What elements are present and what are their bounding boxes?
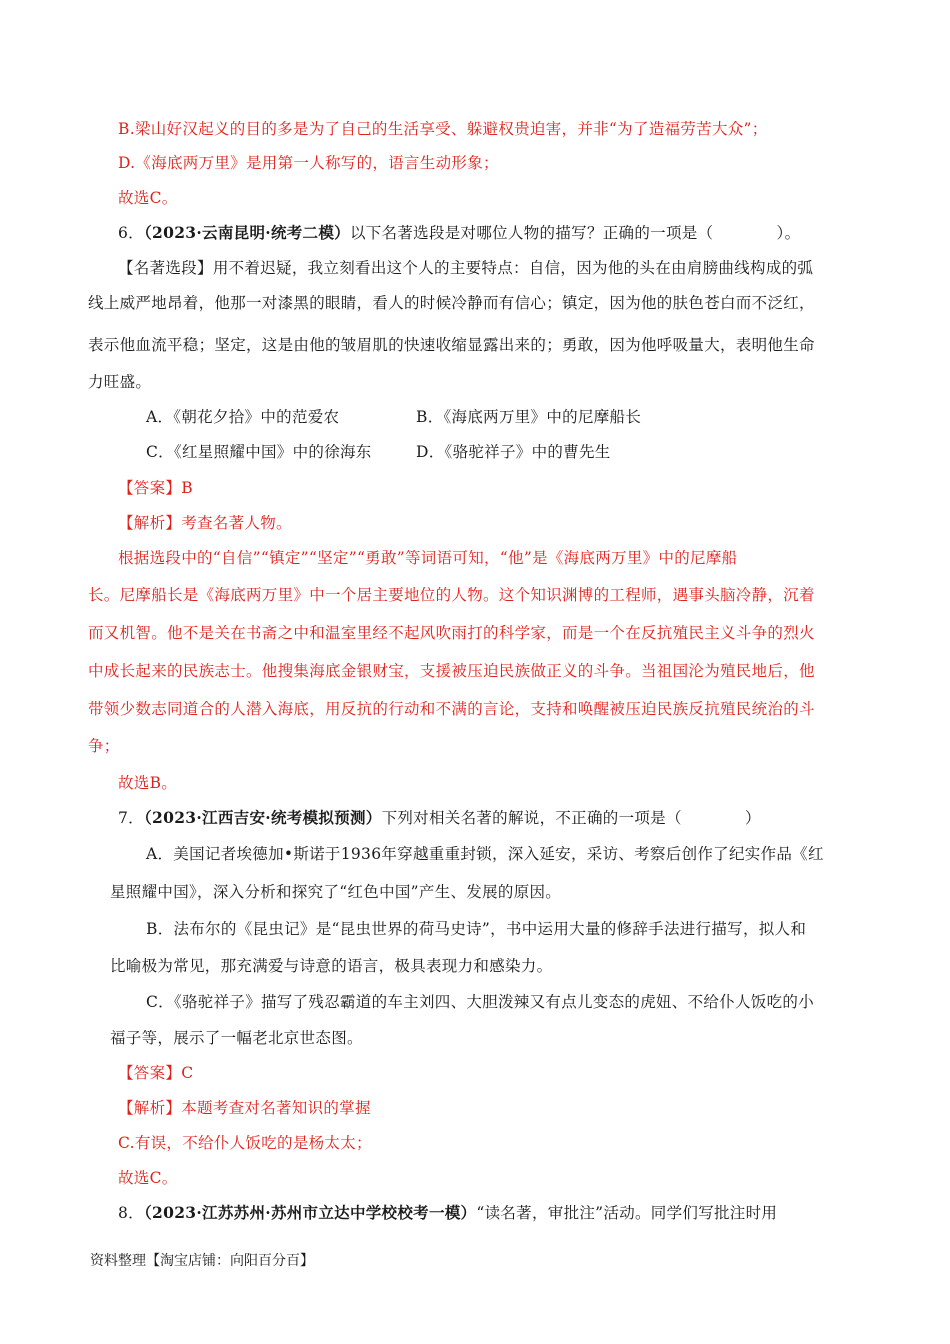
answer-selection: 故选C。	[118, 189, 178, 207]
answer-explanation-line-d: D.《海底两万里》是用第一人称写的，语言生动形象；	[118, 154, 499, 172]
analysis-text: 带领少数志同道合的人潜入海底，用反抗的行动和不满的言论，支持和唤醒被压迫民族反抗殖民统治的斗	[88, 700, 815, 718]
question-7-stem	[118, 807, 761, 829]
page-footer: 资料整理【淘宝店铺：向阳百分百】	[90, 1253, 314, 1269]
question-number: 7．	[118, 809, 144, 827]
excerpt-line: 力旺盛。	[88, 373, 152, 391]
answer-selection: 故选C。	[118, 1169, 178, 1187]
excerpt-line: 线上威严地昂着，他那一对漆黑的眼睛，看人的时候冷静而有信心；镇定，因为他的肤色苍白而不泛红，	[88, 294, 815, 312]
option-c-cont: 福子等，展示了一幅老北京世态图。	[110, 1029, 363, 1047]
excerpt-line: 表示他血流平稳；坚定，这是由他的皱眉肌的快速收缩显露出来的；勇敢，因为他呼吸量大，表明他生命	[88, 336, 815, 354]
answer-label: 【答案】B	[118, 479, 193, 497]
option-a: A．《朝花夕拾》中的范爱农	[146, 408, 340, 426]
question-source: （2023·江西吉安·统考模拟预测）	[143, 808, 382, 827]
option-a-cont: 星照耀中国》，深入分析和探究了“红色中国”产生、发展的原因。	[110, 883, 562, 901]
analysis-text: 争；	[88, 737, 120, 755]
question-source: （2023·江苏苏州·苏州市立达中学校校考一模）	[143, 1203, 477, 1222]
question-text: “读名著，审批注”活动。同学们写批注时用	[476, 1204, 778, 1222]
question-6-stem	[118, 222, 800, 244]
question-text: 以下名著选段是对哪位人物的描写？正确的一项是（ ）。	[349, 224, 801, 242]
analysis-text: 长。尼摩船长是《海底两万里》中一个居主要地位的人物。这个知识渊博的工程师，遇事头脑冷静，沉着	[88, 586, 815, 604]
analysis-text: 而又机智。他不是关在书斋之中和温室里经不起风吹雨打的科学家，而是一个在反抗殖民主义斗争的烈火	[88, 624, 815, 642]
option-a: A．美国记者埃德加•斯诺于1936年穿越重重封锁，深入延安，采访、考察后创作了纪实作品《红	[146, 845, 824, 863]
question-text: 下列对相关名著的解说，不正确的一项是（ ）	[381, 809, 761, 827]
question-number: 8．	[118, 1204, 144, 1222]
excerpt-tag: 【名著选段】	[118, 259, 213, 277]
answer-selection: 故选B。	[118, 774, 178, 792]
question-8-stem	[118, 1202, 777, 1224]
option-b: B．法布尔的《昆虫记》是“昆虫世界的荷马史诗”，书中运用大量的修辞手法进行描写，拟人和	[146, 920, 807, 938]
analysis-label: 【解析】本题考查对名著知识的掌握	[118, 1099, 371, 1117]
analysis-text: 中成长起来的民族志士。他搜集海底金银财宝，支援被压迫民族做正义的斗争。当祖国沦为殖民地后，他	[88, 662, 815, 680]
analysis-text: C.有误，不给仆人饭吃的是杨太太；	[118, 1134, 372, 1152]
option-b-cont: 比喻极为常见，那充满爱与诗意的语言，极具表现力和感染力。	[110, 957, 553, 975]
analysis-text: 根据选段中的“自信”“镇定”“坚定”“勇敢”等词语可知，“他”是《海底两万里》中的尼摩船	[118, 549, 738, 567]
option-d: D．《骆驼祥子》中的曹先生	[416, 443, 611, 461]
excerpt-line	[118, 257, 813, 279]
option-b: B．《海底两万里》中的尼摩船长	[416, 408, 642, 426]
question-source: （2023·云南昆明·统考二模）	[143, 223, 350, 242]
answer-label: 【答案】C	[118, 1064, 194, 1082]
option-c: C．《红星照耀中国》中的徐海东	[146, 443, 372, 461]
answer-explanation-line-b: B.梁山好汉起义的目的多是为了自己的生活享受、躲避权贵迫害，并非“为了造福劳苦大众”；	[118, 120, 768, 138]
option-c: C．《骆驼祥子》描写了残忍霸道的车主刘四、大胆泼辣又有点儿变态的虎妞、不给仆人饭吃的小	[146, 993, 815, 1011]
analysis-label: 【解析】考查名著人物。	[118, 514, 292, 532]
question-number: 6．	[118, 224, 144, 242]
excerpt-text: 用不着迟疑，我立刻看出这个人的主要特点：自信，因为他的头在由肩膀曲线构成的弧	[212, 259, 814, 277]
